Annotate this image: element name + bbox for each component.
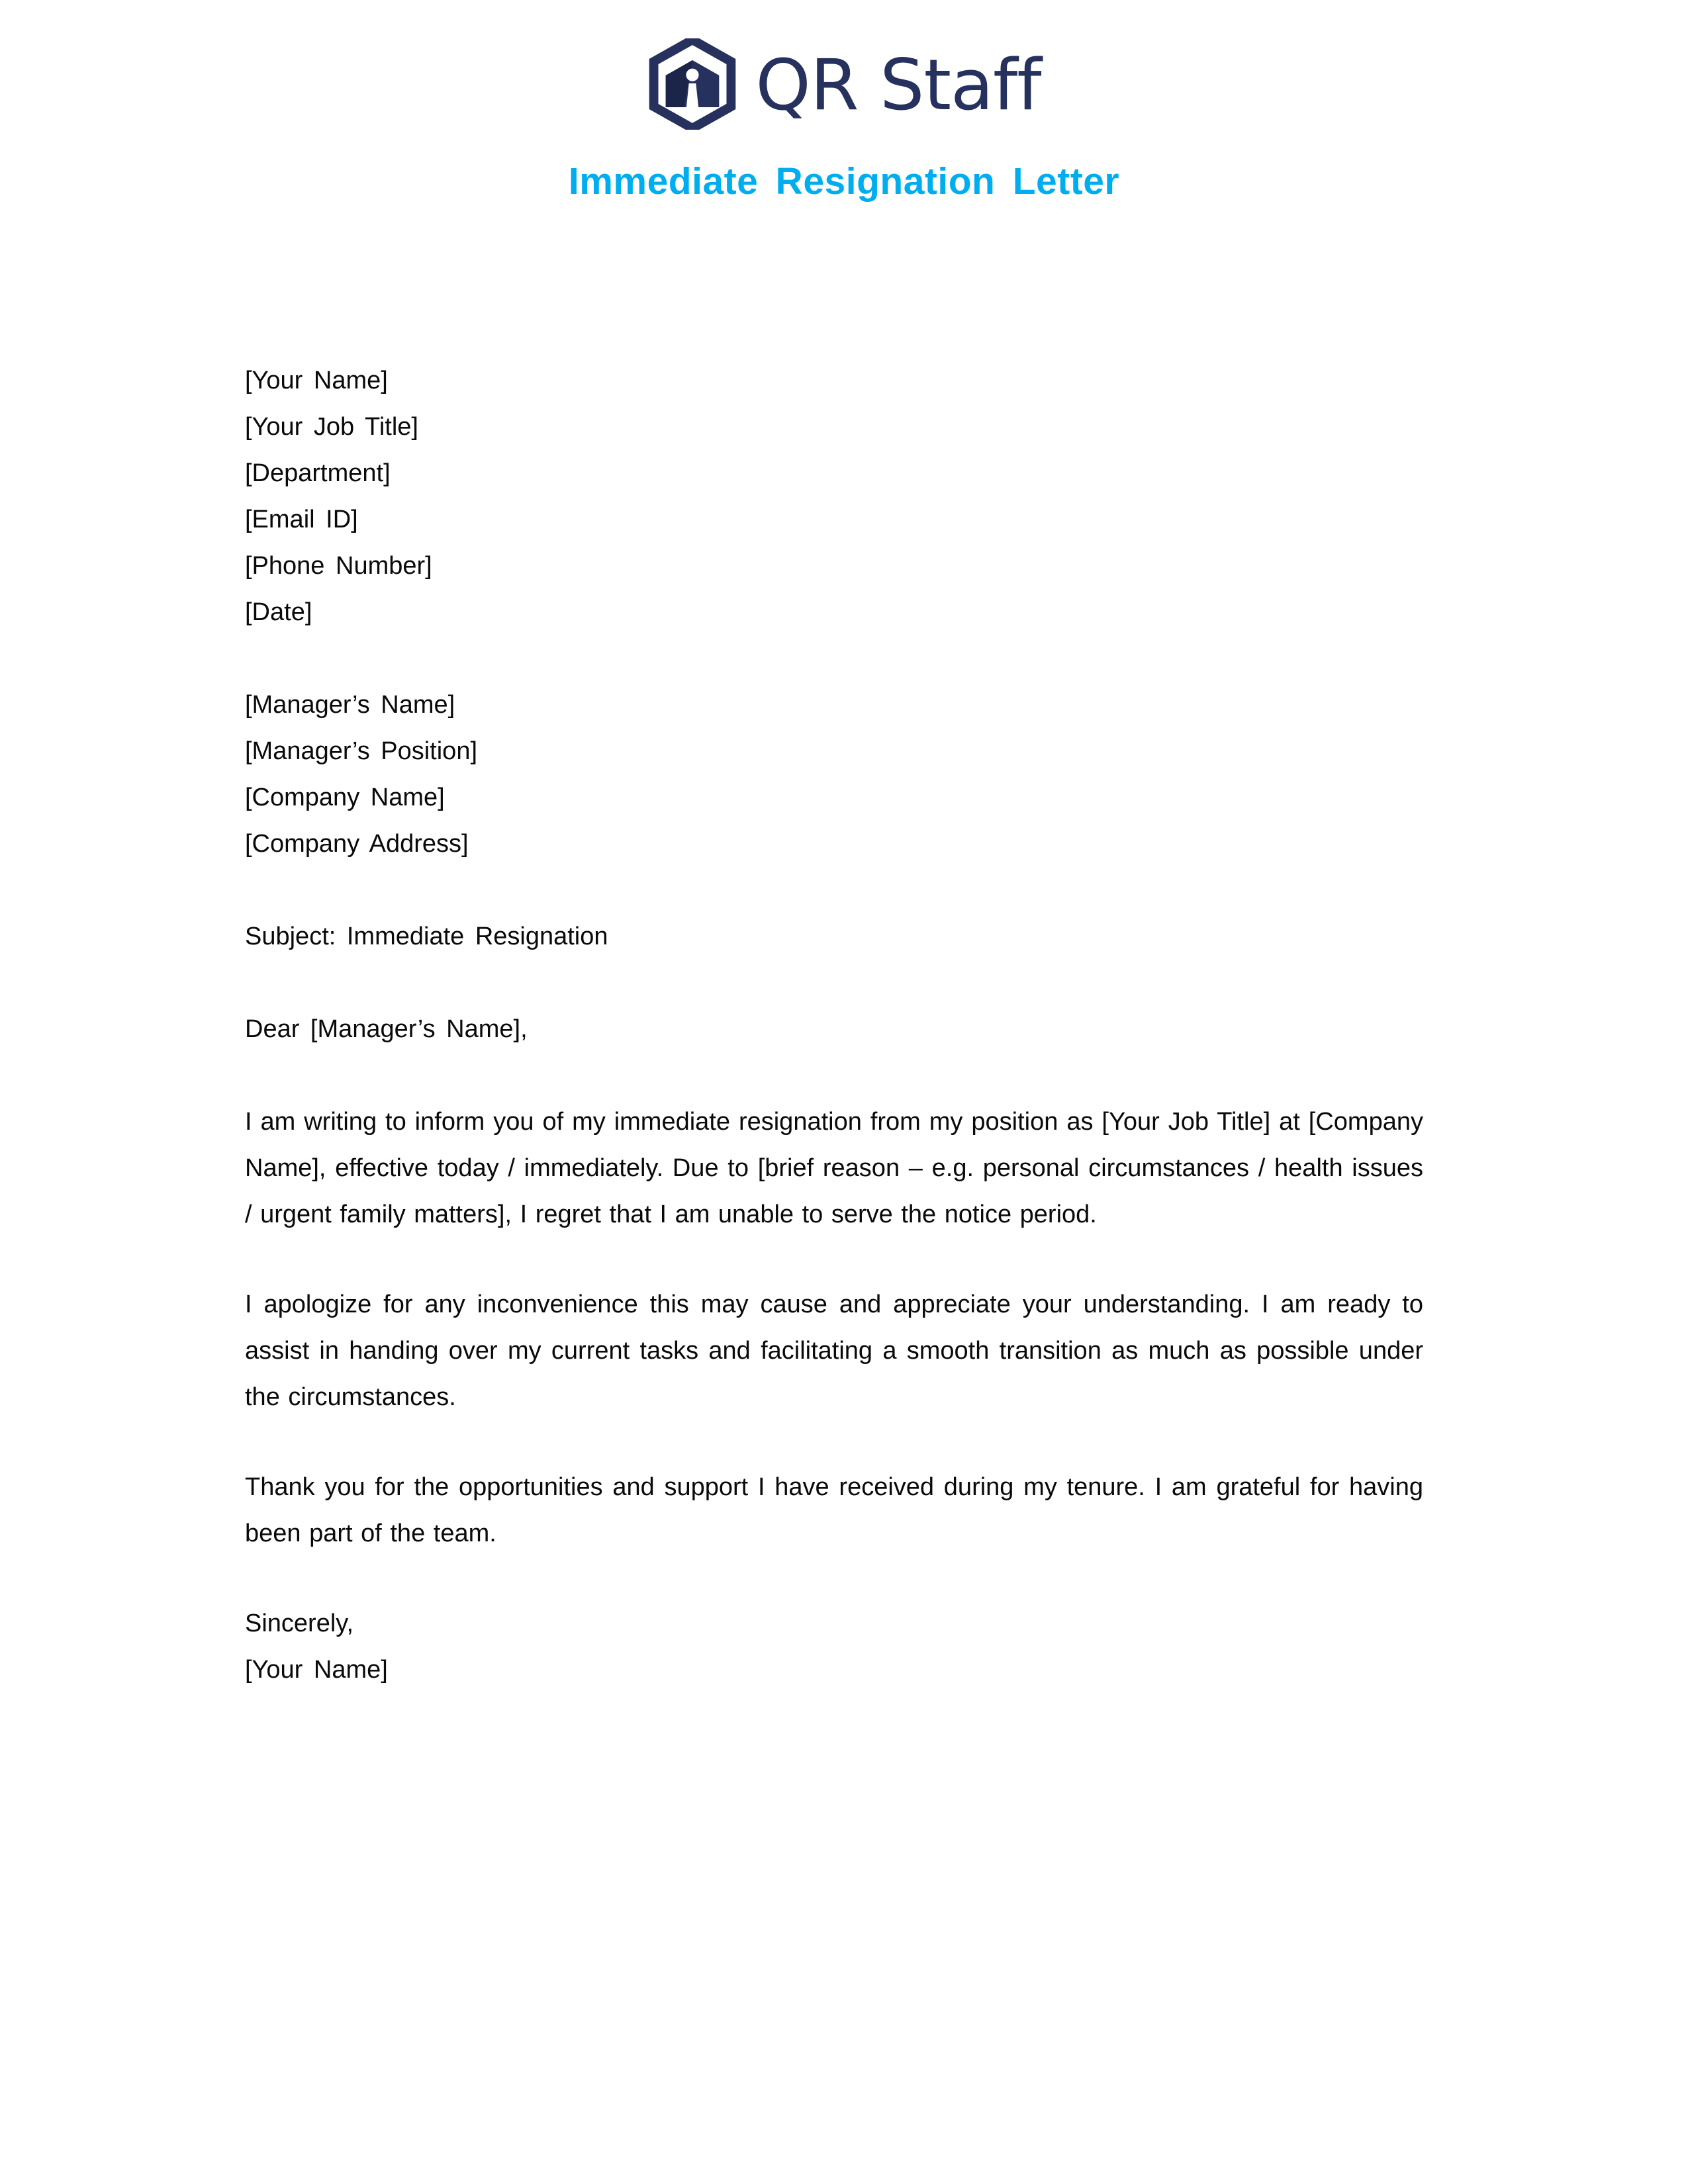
- sender-line-date: [Date]: [245, 598, 312, 626]
- letter-body: [245, 357, 1423, 1693]
- spacer: [245, 1420, 1423, 1464]
- brand-header: [0, 0, 1688, 130]
- signature-line: [Your Name]: [245, 1656, 388, 1684]
- recipient-line-manager-position: [Manager’s Position]: [245, 737, 478, 765]
- spacer: [245, 1238, 1423, 1281]
- sender-line-name: [Your Name]: [245, 367, 388, 394]
- spacer: [245, 1557, 1423, 1600]
- sender-line-department: [Department]: [245, 459, 391, 487]
- spacer: [245, 960, 1423, 1006]
- hexagon-person-tie-icon: [647, 38, 738, 130]
- sender-address-block: [245, 357, 1423, 635]
- body-paragraph-3: Thank you for the opportunities and support I have received during my tenure. I am grateful for having been part of the team.: [245, 1473, 1423, 1547]
- salutation-line: Dear [Manager’s Name],: [245, 1015, 528, 1043]
- recipient-line-company-address: [Company Address]: [245, 830, 469, 858]
- sender-line-email: [Email ID]: [245, 506, 358, 533]
- recipient-line-manager-name: [Manager’s Name]: [245, 691, 455, 719]
- body-paragraph-1: I am writing to inform you of my immediate resignation from my position as [Your Job Title] at [Company Name], effective today / immediately. Due to [brief reason – e.g. personal circumstances / health issues / urgent family matters], I regret that I am unable to serve the notice period.: [245, 1108, 1423, 1228]
- sender-line-phone: [Phone Number]: [245, 552, 432, 580]
- closing-line: Sincerely,: [245, 1610, 354, 1637]
- body-paragraph-2: I apologize for any inconvenience this may cause and appreciate your understanding. I am ready to assist in handing over my current tasks and facilitating a smooth transition as much as possible under the circumstances.: [245, 1291, 1423, 1411]
- spacer: [245, 867, 1423, 913]
- recipient-line-company-name: [Company Name]: [245, 784, 445, 811]
- sender-line-job-title: [Your Job Title]: [245, 413, 418, 441]
- recipient-address-block: [245, 682, 1423, 867]
- brand-wordmark: QR Staff: [755, 44, 1041, 126]
- spacer: [245, 1052, 1423, 1099]
- subject-line: Subject: Immediate Resignation: [245, 923, 608, 950]
- spacer: [245, 635, 1423, 682]
- page-title: Immediate Resignation Letter: [568, 160, 1120, 203]
